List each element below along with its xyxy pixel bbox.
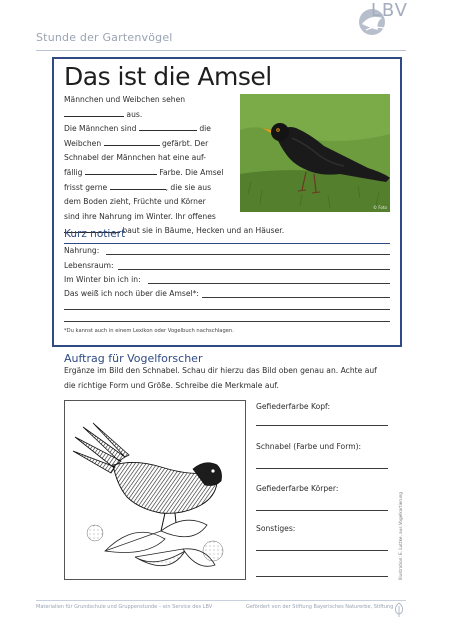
field-label-schnabel: Schnabel (Farbe und Form): (256, 442, 362, 451)
text-segment: Schnabel der Männchen hat eine auf- (64, 153, 207, 163)
field-label-kopf: Gefiederfarbe Kopf: (256, 402, 331, 411)
answer-line-winter[interactable] (148, 283, 390, 284)
text-segment: gefärbt. Der (161, 138, 209, 148)
text-segment: die (199, 124, 211, 134)
header-divider (36, 50, 406, 51)
page-title: Das ist die Amsel (64, 62, 272, 91)
instruction-text (64, 364, 394, 393)
answer-line-koerper[interactable] (256, 510, 388, 511)
auftrag-heading: Auftrag für Vogelforscher (64, 352, 203, 365)
intro-line (64, 181, 211, 196)
text-segment: dem Boden zieht, Früchte und Körner (64, 197, 206, 207)
foundation-logo (392, 602, 406, 618)
field-label-lebensraum: Lebensraum: (64, 261, 114, 270)
text-segment: Farbe. Die Amsel (159, 168, 224, 177)
text-segment: sind ihre Nahrung im Winter. Ihr offenes (64, 211, 216, 221)
heading-underline (64, 243, 390, 244)
fill-blank[interactable] (85, 166, 157, 175)
blackbird-photo (240, 94, 390, 212)
footnote: *Du kannst auch in einem Lexikon oder Vogelbuch nachschlagen. (64, 328, 234, 334)
text-segment: aus. (126, 109, 143, 119)
intro-line (64, 195, 206, 210)
footer-left-text: Materialien für Grundschule und Gruppenstunde – ein Service des LBV (36, 604, 213, 610)
fill-blank[interactable] (64, 108, 124, 117)
answer-line-extra-3[interactable] (64, 321, 390, 322)
field-label-nahrung: Nahrung: (64, 246, 100, 255)
intro-line (64, 210, 216, 225)
answer-line-lebensraum[interactable] (118, 269, 390, 270)
answer-line-extra-2[interactable] (64, 309, 390, 310)
logo-text: LBV (370, 0, 408, 21)
answer-line-kopf[interactable] (256, 425, 388, 426)
answer-line-extra[interactable] (202, 297, 390, 298)
blackbird-sketch-drawing (65, 401, 246, 580)
footer-divider (36, 600, 406, 601)
text-segment: Die Männchen sind (64, 124, 137, 134)
text-segment: , die sie aus (165, 182, 212, 192)
intro-line (64, 108, 142, 123)
intro-line (64, 93, 185, 108)
text-segment: frisst gerne (64, 182, 108, 192)
fill-blank[interactable] (139, 122, 197, 131)
illustration-credit: Illustration: E. Luttke, aus Vogelkartierung (398, 491, 403, 580)
text-segment: baut sie in Bäume, Hecken und an Häuser. (122, 226, 285, 236)
intro-line (64, 122, 211, 137)
intro-line (64, 166, 223, 181)
fill-blank[interactable] (110, 181, 166, 190)
answer-line-sonstiges-2[interactable] (256, 576, 388, 577)
field-label-winter: Im Winter bin ich in: (64, 275, 141, 284)
kurz-notiert-heading: Kurz notiert (64, 228, 126, 240)
answer-line-schnabel[interactable] (256, 468, 388, 469)
field-label-sonstiges: Sonstiges: (256, 524, 296, 533)
foundation-logo-icon (392, 602, 406, 618)
fill-blank[interactable] (104, 137, 160, 146)
field-label-koerper: Gefiederfarbe Körper: (256, 484, 339, 493)
text-segment: Männchen und Weibchen sehen (64, 95, 186, 104)
text-segment: fällig (64, 168, 83, 177)
lbv-logo (348, 0, 408, 38)
intro-line (64, 151, 206, 166)
answer-line-nahrung[interactable] (106, 254, 390, 255)
blackbird-photo-image (240, 94, 390, 212)
intro-line (64, 137, 208, 152)
blackbird-sketch (64, 400, 246, 580)
instruction-line: die richtige Form und Größe. Schreibe die Merkmale auf. (64, 380, 279, 390)
instruction-line: Ergänze im Bild den Schnabel. Schau dir hierzu das Bild oben genau an. Achte auf (64, 366, 377, 375)
footer-right-text: Gefördert von der Stiftung Bayerisches Naturerbe, Stiftung (246, 604, 394, 610)
answer-line-sonstiges[interactable] (256, 550, 388, 551)
photo-credit: © Foto (373, 205, 387, 210)
header-title: Stunde der Gartenvögel (36, 31, 173, 44)
field-label-extra: Das weiß ich noch über die Amsel*: (64, 289, 199, 298)
text-segment: Weibchen (64, 138, 102, 148)
